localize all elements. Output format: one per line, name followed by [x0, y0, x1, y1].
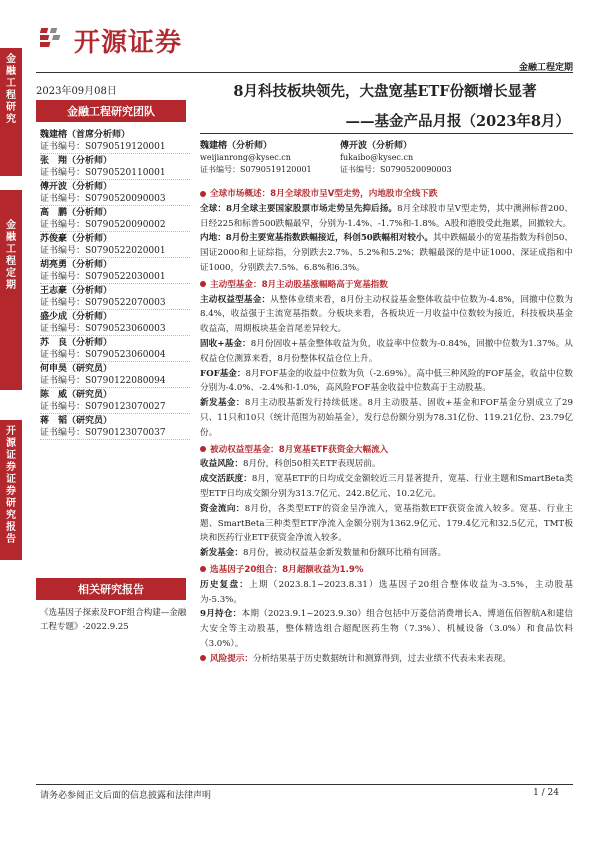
rail-character: 告: [6, 534, 16, 545]
paragraph: 新发基金：8月份，被动权益基金新发数量和份额环比稍有回落。: [200, 548, 447, 559]
rail-character: 融: [6, 66, 16, 77]
rail-character: 研: [6, 102, 16, 113]
analyst-name: 何申昊（研究员）: [40, 364, 113, 374]
rail-character: 工: [6, 78, 16, 89]
header-divider: [36, 72, 573, 73]
analyst-name: 陈 威（研究员）: [40, 390, 113, 400]
bullet-icon: [200, 446, 206, 452]
rail-character: 券: [6, 486, 16, 497]
analyst-name: 蒋 韬（研究员）: [40, 416, 113, 426]
author-name: 魏建榕（分析师）: [200, 141, 273, 151]
page-number: 1 / 24: [533, 788, 559, 798]
analyst-cert: 证书编号：S0790123070027: [40, 402, 190, 415]
paragraph-risk: 风险提示：分析结果基于历史数据统计和测算得到，过去业绩不代表未来表现。: [200, 652, 573, 667]
bullet-icon: [200, 191, 206, 197]
rail-character: 金: [6, 220, 16, 231]
rail-character: 金: [6, 54, 16, 65]
rail-character: 研: [6, 498, 16, 509]
analyst-cert: 证书编号：S0790520090003: [40, 194, 190, 207]
related-report-link[interactable]: 《选基因子探索及FOF组合构建—金融工程专题》-2022.9.25: [40, 608, 187, 632]
rail-character: 报: [6, 522, 16, 533]
analyst-name: 张 翔（分析师）: [40, 156, 113, 166]
rail-character: 开: [6, 426, 16, 437]
title-divider: [200, 133, 573, 134]
author-block: [340, 140, 452, 176]
company-logo: [40, 20, 182, 60]
analyst-name: 苏俊豪（分析师）: [40, 234, 113, 244]
analyst-name: 苏 良（分析师）: [40, 338, 113, 348]
paragraph: 收益风险：8月份，科创50相关ETF表现居前。: [200, 459, 381, 470]
rail-character: 究: [6, 114, 16, 125]
author-email[interactable]: fukaibo@kysec.cn: [340, 153, 414, 162]
author-email[interactable]: weijianrong@kysec.cn: [200, 153, 291, 162]
analyst-cert: 证书编号：S0790522020001: [40, 246, 190, 259]
analyst-cert: 证书编号：S0790522030001: [40, 272, 190, 285]
rail-character: 程: [6, 90, 16, 101]
analyst-cert: 证书编号：S0790520090002: [40, 220, 190, 233]
logo-mark-icon: [40, 25, 68, 55]
analyst-cert: 证书编号：S0790122080094: [40, 376, 190, 389]
analyst-name: 胡亮勇（分析师）: [40, 260, 113, 270]
section-heading-market: 全球市场概述：8月全球股市呈V型走势，内地股市全线下跌: [200, 187, 573, 202]
analyst-cert: 证书编号：S0790522070003: [40, 298, 190, 311]
section-heading-active: 主动型基金：8月主动股基涨幅略高于宽基指数: [200, 278, 573, 293]
report-subtitle: ——基金产品月报（2023年8月）: [345, 113, 570, 130]
analyst-cert: 证书编号：S0790519120001: [40, 142, 190, 155]
side-rail: [0, 0, 22, 842]
bullet-icon: [200, 566, 206, 572]
paragraph: 主动权益型基金：从整体业绩来看，8月份主动权益基金整体收益中位数为-4.8%，回撤中位数为8.4%，收益强于主流宽基指数。分板块来看，各板块近一月收益中位数较为接近，科技板块基金收益高，周期板块基金首尾差异较大。: [200, 294, 573, 335]
rail-character: 源: [6, 438, 16, 449]
paragraph: 新发基金：8月主动股基新发行持续低迷。8月主动股基、固收+基金和FOF基金分别成立了29只、11只和10只（统计范围为初始基金），发行总份额分别为78.31亿份、119.21亿份、23.79亿份。: [200, 398, 573, 438]
analyst-cert: 证书编号：S0790523060003: [40, 324, 190, 337]
report-body: [200, 185, 573, 667]
section-heading-factor: 选基因子20组合：8月超额收益为1.9%: [200, 563, 573, 578]
paragraph: 历史复盘：上期（2023.8.1~2023.8.31）选基因子20组合整体收益为-3.5%，主动股基为-5.3%。: [200, 579, 573, 605]
report-date: 2023年09月08日: [36, 86, 117, 97]
paragraph: 成交活跃度：8月，宽基ETF的日均成交金额较近三月显著提升，宽基、行业主题和SmartBeta类型ETF日均成交额分别为313.7亿元、242.8亿元、10.2亿元。: [200, 474, 573, 499]
disclaimer-note: 请务必参阅正文后面的信息披露和法律声明: [40, 791, 212, 801]
paragraph: 9月持仓：本期（2023.9.1~2023.9.30）组合包括中万菱信消费增长A、博道伍佰智航A和建信大安全等主动股基，整体精选组合超配医药生物（7.3%）、机械设备（3.0%）和食品饮料（3.0%）。: [200, 609, 574, 649]
rail-category-bottom: [0, 420, 22, 560]
report-title: 8月科技板块领先，大盘宽基ETF份额增长显著: [233, 83, 537, 100]
team-heading: 金融工程研究团队: [36, 100, 186, 122]
paragraph: 全球：8月全球主要国家股票市场走势呈先抑后扬。8月全球股市呈V型走势，其中澳洲标普200、日经225和标普500跌幅最窄，分别为-1.4%、-1.7%和-1.8%。A股和港股受此拖累，回撤较大。: [200, 203, 574, 229]
rail-character: 融: [6, 232, 16, 243]
rail-character: 定: [6, 268, 16, 279]
analyst-name: 傅开波（分析师）: [40, 182, 113, 192]
rail-character: 工: [6, 244, 16, 255]
bullet-icon: [200, 281, 206, 287]
related-reports-heading: 相关研究报告: [36, 578, 186, 600]
analyst-name: 高 鹏（分析师）: [40, 208, 113, 218]
analyst-name: 盛少成（分析师）: [40, 312, 113, 322]
analyst-list: [40, 130, 190, 442]
author-block: [200, 140, 312, 176]
rail-category-top: [0, 48, 22, 176]
bullet-icon: [200, 655, 206, 661]
rail-character: 期: [6, 280, 16, 291]
analyst-cert: 证书编号：S0790123070037: [40, 428, 190, 441]
analyst-cert: 证书编号：S0790523060004: [40, 350, 190, 363]
rail-character: 究: [6, 510, 16, 521]
analyst-name: 魏建榕（首席分析师）: [40, 130, 131, 140]
rail-character: 证: [6, 450, 16, 461]
paragraph: FOF基金：8月FOF基金的收益中位数为负（-2.69%）。高中低三种风险的FOF基金，收益中位数分别为-4.0%、-2.4%和-1.0%，高风险FOF基金收益中位数高于主动股基。: [200, 368, 573, 394]
author-cert: 证书编号：S0790519120001: [200, 165, 312, 174]
analyst-cert: 证书编号：S0790520110001: [40, 168, 190, 181]
rail-category-mid: [0, 190, 22, 390]
footer-divider: [36, 784, 573, 785]
logo-text: 开源证券: [74, 27, 183, 58]
rail-character: 券: [6, 462, 16, 473]
rail-character: 程: [6, 256, 16, 267]
rail-character: 证: [6, 474, 16, 485]
author-cert: 证书编号：S0790520090003: [340, 165, 452, 174]
section-heading-passive: 被动权益型基金：8月宽基ETF获资金大幅流入: [200, 443, 573, 458]
paragraph: 内地：8月份主要宽基指数跌幅接近，科创50跌幅相对较小。其中跌幅最小的宽基指数为科创50、国证2000和上证综指，分别跌去2.7%、5.2%和5.2%；跌幅最深的是中证1000、深证成指和中证1000，分别跌去7.5%、6.8%和6.3%。: [200, 233, 573, 273]
report-type-tag: 金融工程定期: [518, 63, 573, 73]
author-name: 傅开波（分析师）: [340, 141, 413, 151]
paragraph: 固收+基金：8月份固收+基金整体收益为负，收益率中位数为-0.84%，回撤中位数为1.37%。从权益仓位测算来看，8月份整体权益仓位上升。: [200, 338, 573, 364]
paragraph: 资金流向：8月份，各类型ETF的资金呈净流入，宽基指数ETF获资金流入较多。宽基、行业主题、SmartBeta三种类型ETF净流入金额分别为1362.9亿元、179.4亿元和32.5亿元，TMT板块和医药行业ETF获资金净流入较多。: [200, 503, 573, 544]
analyst-name: 王志豪（分析师）: [40, 286, 113, 296]
